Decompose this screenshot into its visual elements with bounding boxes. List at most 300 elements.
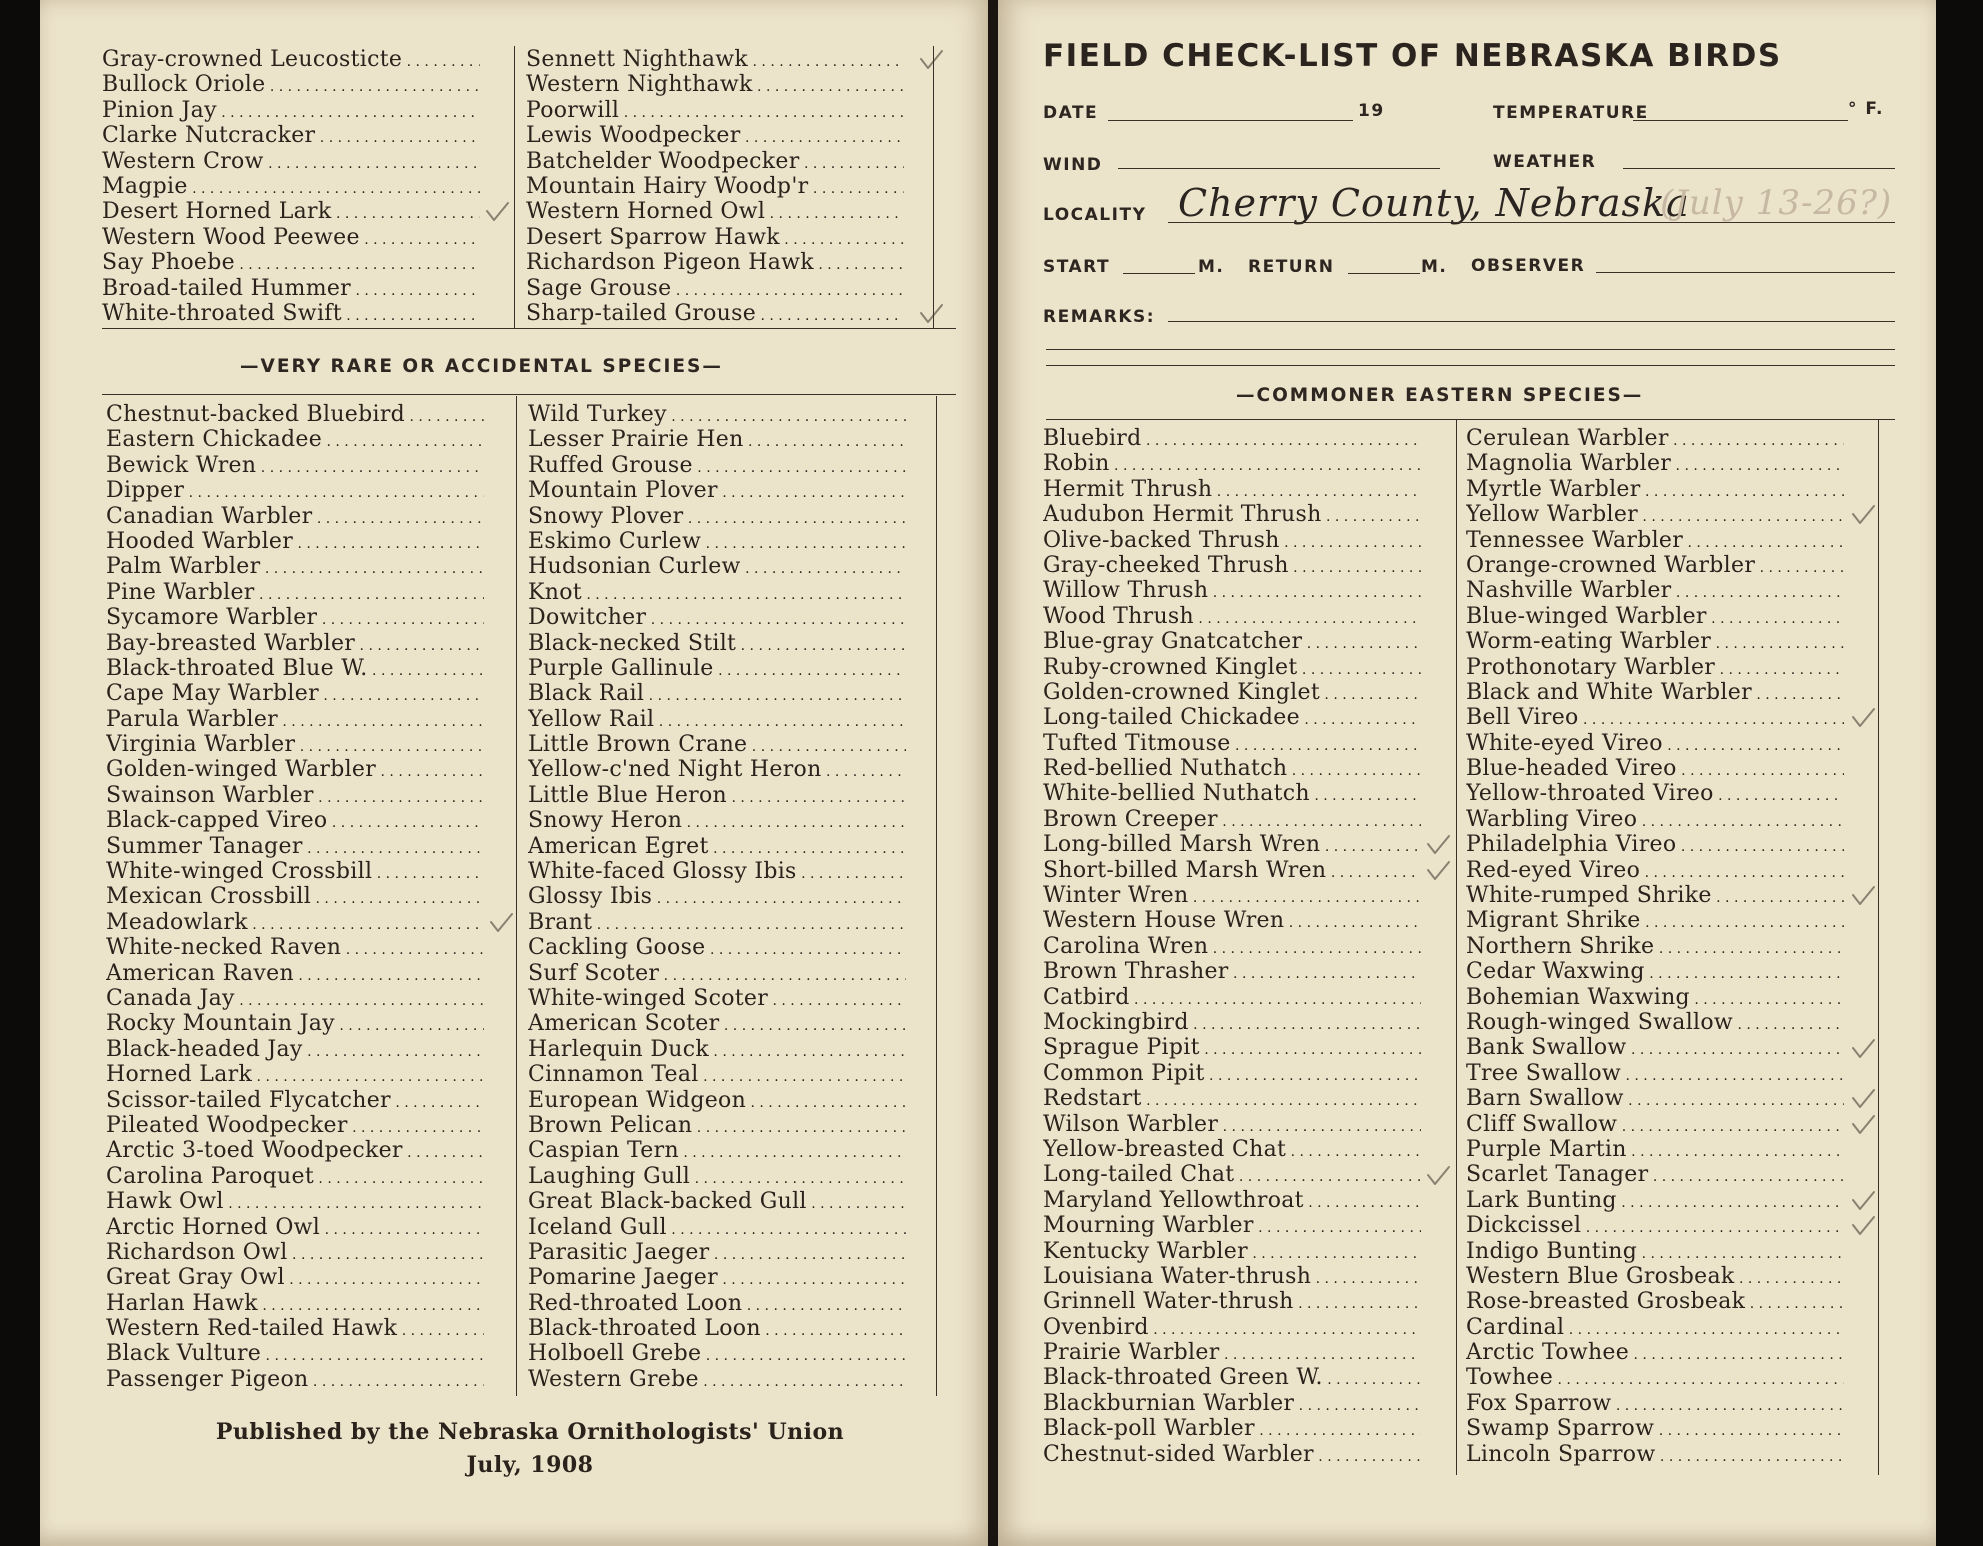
species-row: [1466, 1315, 1844, 1340]
species-name: Arctic Horned Owl . . .: [106, 1215, 484, 1240]
species-row: [106, 1291, 484, 1316]
species-name: Virginia Warbler . . .: [106, 732, 484, 757]
species-name: Lincoln Sparrow . . .: [1466, 1442, 1844, 1467]
species-row: [1466, 756, 1844, 781]
species-name: Catbird . . .: [1043, 985, 1421, 1010]
species-name: Tufted Titmouse . . .: [1043, 731, 1421, 756]
species-row: [106, 1189, 484, 1214]
species-row: [1466, 1061, 1844, 1086]
species-name: Fox Sparrow . . .: [1466, 1391, 1844, 1416]
species-row: [528, 478, 906, 503]
species-name: Carolina Wren . . .: [1043, 934, 1421, 959]
species-name: European Widgeon . . .: [528, 1088, 906, 1113]
species-row: [102, 149, 480, 174]
species-row: [1466, 1239, 1844, 1264]
top-divider-1: [514, 46, 515, 328]
species-row: [1043, 1391, 1421, 1416]
species-name: Migrant Shrike . . .: [1466, 908, 1844, 933]
species-name: Worm-eating Warbler . . .: [1466, 629, 1844, 654]
species-name: Golden-crowned Kinglet . . .: [1043, 680, 1421, 705]
species-row: [528, 1011, 906, 1036]
species-row: [1043, 426, 1421, 451]
species-name: Philadelphia Vireo . . .: [1466, 832, 1844, 857]
species-name: Black-throated Loon . . .: [528, 1316, 906, 1341]
species-name: Northern Shrike . . .: [1466, 934, 1844, 959]
species-name: Canada Jay . . .: [106, 986, 484, 1011]
species-row: [1043, 629, 1421, 654]
species-row: [528, 1113, 906, 1138]
species-name: Chestnut-backed Bluebird . . .: [106, 402, 484, 427]
species-name: Dickcissel . . .: [1466, 1213, 1844, 1238]
species-name: Black-throated Blue W. . . .: [106, 656, 484, 681]
species-row: [106, 580, 484, 605]
species-name: Richardson Pigeon Hawk . . .: [526, 250, 904, 275]
species-row: [1466, 629, 1844, 654]
remarks-field-2[interactable]: [1046, 349, 1895, 350]
species-name: Bluebird . . .: [1043, 426, 1421, 451]
species-row: [106, 1062, 484, 1087]
species-name: Arctic Towhee . . .: [1466, 1340, 1844, 1365]
species-row: [1466, 908, 1844, 933]
species-name: Harlan Hawk . . .: [106, 1291, 484, 1316]
pencil-check-mark-icon: [1850, 885, 1876, 907]
species-name: Indigo Bunting . . .: [1466, 1239, 1844, 1264]
species-row: [1043, 655, 1421, 680]
species-name: Western Nighthawk . . .: [526, 72, 904, 97]
species-row: [106, 1265, 484, 1290]
species-name: Western Blue Grosbeak . . .: [1466, 1264, 1844, 1289]
species-name: Cape May Warbler . . .: [106, 681, 484, 706]
species-row: [1466, 1264, 1844, 1289]
species-row: [526, 98, 904, 123]
observer-field[interactable]: [1596, 272, 1895, 273]
species-row: [1466, 883, 1844, 908]
return-m-label: M.: [1421, 257, 1448, 277]
species-row: [528, 808, 906, 833]
temperature-field[interactable]: [1633, 120, 1848, 121]
species-row: [1466, 1112, 1844, 1137]
species-name: Dowitcher . . .: [528, 605, 906, 630]
species-row: [1466, 1365, 1844, 1390]
species-name: Mountain Plover . . .: [528, 478, 906, 503]
species-name: Iceland Gull . . .: [528, 1215, 906, 1240]
species-row: [528, 402, 906, 427]
species-row: [106, 631, 484, 656]
species-name: White-winged Scoter . . .: [528, 986, 906, 1011]
species-row: [526, 276, 904, 301]
species-name: Bohemian Waxwing . . .: [1466, 985, 1844, 1010]
remarks-field-3[interactable]: [1046, 365, 1895, 366]
species-name: Willow Thrush . . .: [1043, 578, 1421, 603]
species-row: [1043, 1112, 1421, 1137]
species-row: [1466, 1416, 1844, 1441]
species-row: [1466, 959, 1844, 984]
species-name: Hooded Warbler . . .: [106, 529, 484, 554]
species-row: [1466, 477, 1844, 502]
species-name: Western Crow . . .: [102, 149, 480, 174]
species-row: [1466, 502, 1844, 527]
species-name: Ovenbird . . .: [1043, 1315, 1421, 1340]
species-name: Sharp-tailed Grouse . . .: [526, 301, 904, 326]
species-name: Lark Bunting . . .: [1466, 1188, 1844, 1213]
species-row: [528, 1215, 906, 1240]
species-name: White-necked Raven . . .: [106, 935, 484, 960]
top-species-list-col-1: [102, 47, 480, 326]
species-name: Swainson Warbler . . .: [106, 783, 484, 808]
rare-species-list-col-2: [528, 402, 906, 1392]
species-row: [106, 402, 484, 427]
species-row: [1043, 1442, 1421, 1467]
species-name: Snowy Heron . . .: [528, 808, 906, 833]
species-row: [1466, 1289, 1844, 1314]
species-row: [1043, 451, 1421, 476]
species-row: [528, 834, 906, 859]
species-row: [1043, 1162, 1421, 1187]
species-row: [1466, 781, 1844, 806]
species-name: Batchelder Woodpecker . . .: [526, 149, 904, 174]
species-name: Snowy Plover . . .: [528, 504, 906, 529]
species-row: [1466, 528, 1844, 553]
species-name: Cliff Swallow . . .: [1466, 1112, 1844, 1137]
species-row: [528, 1088, 906, 1113]
species-row: [1466, 934, 1844, 959]
pencil-check-mark-icon: [488, 912, 514, 934]
species-row: [528, 961, 906, 986]
species-name: Western Wood Peewee . . .: [102, 225, 480, 250]
eastern-divider-2: [1878, 420, 1879, 1475]
species-row: [1043, 756, 1421, 781]
species-row: [102, 123, 480, 148]
species-row: [528, 1341, 906, 1366]
species-name: Mourning Warbler . . .: [1043, 1213, 1421, 1238]
species-row: [106, 478, 484, 503]
species-row: [528, 580, 906, 605]
species-name: Gray-crowned Leucosticte . . .: [102, 47, 480, 72]
species-row: [1466, 1442, 1844, 1467]
species-name: White-bellied Nuthatch . . .: [1043, 781, 1421, 806]
species-name: Broad-tailed Hummer . . .: [102, 276, 480, 301]
species-name: Great Gray Owl . . .: [106, 1265, 484, 1290]
species-row: [1466, 1162, 1844, 1187]
species-row: [1043, 908, 1421, 933]
species-name: Magnolia Warbler . . .: [1466, 451, 1844, 476]
species-name: Black-throated Green W. . . .: [1043, 1365, 1421, 1390]
pencil-check-mark-icon: [918, 49, 944, 71]
temperature-label: TEMPERATURE: [1493, 103, 1649, 123]
species-name: Cerulean Warbler . . .: [1466, 426, 1844, 451]
species-row: [1043, 1416, 1421, 1441]
weather-field[interactable]: [1623, 168, 1895, 169]
species-name: Yellow-throated Vireo . . .: [1466, 781, 1844, 806]
top-species-list-col-2: [526, 47, 904, 326]
species-row: [528, 554, 906, 579]
species-row: [106, 427, 484, 452]
eastern-species-list-col-1: [1043, 426, 1421, 1467]
species-name: White-eyed Vireo . . .: [1466, 731, 1844, 756]
species-name: Ruby-crowned Kinglet . . .: [1043, 655, 1421, 680]
species-row: [1466, 604, 1844, 629]
species-name: American Scoter . . .: [528, 1011, 906, 1036]
species-row: [526, 149, 904, 174]
species-name: Sprague Pipit . . .: [1043, 1035, 1421, 1060]
species-row: [528, 884, 906, 909]
species-name: Eastern Chickadee . . .: [106, 427, 484, 452]
species-name: Magpie . . .: [102, 174, 480, 199]
species-row: [528, 453, 906, 478]
species-name: Purple Martin . . .: [1466, 1137, 1844, 1162]
species-row: [1466, 705, 1844, 730]
species-name: Scarlet Tanager . . .: [1466, 1162, 1844, 1187]
species-name: Common Pipit . . .: [1043, 1061, 1421, 1086]
species-row: [528, 757, 906, 782]
species-row: [1466, 858, 1844, 883]
species-name: Summer Tanager . . .: [106, 834, 484, 859]
species-name: Hudsonian Curlew . . .: [528, 554, 906, 579]
species-name: Hermit Thrush . . .: [1043, 477, 1421, 502]
species-row: [1043, 578, 1421, 603]
top-bottom-rule: [102, 328, 956, 329]
publication-date: July, 1908: [466, 1452, 594, 1478]
species-name: Eskimo Curlew . . .: [528, 529, 906, 554]
rare-species-list-col-1: [106, 402, 484, 1392]
checklist-title: FIELD CHECK-LIST OF NEBRASKA BIRDS: [1043, 38, 1782, 74]
species-row: [1466, 731, 1844, 756]
species-row: [1466, 1086, 1844, 1111]
species-row: [106, 910, 484, 935]
species-row: [106, 529, 484, 554]
species-row: [1466, 1391, 1844, 1416]
species-row: [1043, 781, 1421, 806]
species-name: Long-tailed Chat . . .: [1043, 1162, 1421, 1187]
species-name: Desert Horned Lark . . .: [102, 199, 480, 224]
start-m-label: M.: [1198, 257, 1225, 277]
eastern-species-list-col-2: [1466, 426, 1844, 1467]
species-row: [1043, 528, 1421, 553]
species-row: [528, 986, 906, 1011]
species-name: Grinnell Water-thrush . . .: [1043, 1289, 1421, 1314]
species-row: [1043, 553, 1421, 578]
species-name: Hawk Owl . . .: [106, 1189, 484, 1214]
species-name: Mountain Hairy Woodp'r . . .: [526, 174, 904, 199]
degrees-label: ° F.: [1848, 99, 1884, 119]
species-row: [106, 1138, 484, 1163]
species-name: Barn Swallow . . .: [1466, 1086, 1844, 1111]
species-name: Blue-headed Vireo . . .: [1466, 756, 1844, 781]
return-field[interactable]: [1348, 273, 1420, 274]
species-row: [1043, 985, 1421, 1010]
species-row: [1043, 1289, 1421, 1314]
species-row: [1043, 807, 1421, 832]
species-row: [106, 1341, 484, 1366]
species-name: Red-bellied Nuthatch . . .: [1043, 756, 1421, 781]
species-name: Sage Grouse . . .: [526, 276, 904, 301]
species-name: Say Phoebe . . .: [102, 250, 480, 275]
species-row: [528, 859, 906, 884]
rare-species-heading: —VERY RARE OR ACCIDENTAL SPECIES—: [240, 356, 723, 377]
year-prefix: 19: [1358, 101, 1385, 121]
species-row: [106, 504, 484, 529]
observer-label: OBSERVER: [1471, 256, 1586, 276]
species-name: Brown Thrasher . . .: [1043, 959, 1421, 984]
species-row: [1043, 604, 1421, 629]
species-name: Blue-gray Gnatcatcher . . .: [1043, 629, 1421, 654]
species-row: [1043, 1061, 1421, 1086]
species-row: [526, 301, 904, 326]
pencil-check-mark-icon: [1850, 1088, 1876, 1110]
species-row: [106, 681, 484, 706]
species-row: [526, 250, 904, 275]
species-row: [1466, 451, 1844, 476]
species-row: [526, 225, 904, 250]
pencil-check-mark-icon: [1850, 1215, 1876, 1237]
species-name: Black-capped Vireo . . .: [106, 808, 484, 833]
species-name: Blue-winged Warbler . . .: [1466, 604, 1844, 629]
pencil-check-mark-icon: [1850, 504, 1876, 526]
species-row: [1466, 1188, 1844, 1213]
species-name: Red-throated Loon . . .: [528, 1291, 906, 1316]
species-name: Holboell Grebe . . .: [528, 1341, 906, 1366]
top-divider-2: [933, 46, 934, 328]
species-row: [1466, 655, 1844, 680]
species-row: [106, 605, 484, 630]
species-name: Parasitic Jaeger . . .: [528, 1240, 906, 1265]
wind-field[interactable]: [1118, 168, 1440, 169]
species-name: Rocky Mountain Jay . . .: [106, 1011, 484, 1036]
species-name: Cedar Waxwing . . .: [1466, 959, 1844, 984]
publisher-line: Published by the Nebraska Ornithologists' Union: [215, 1419, 845, 1445]
species-row: [526, 123, 904, 148]
species-name: Yellow Rail . . .: [528, 707, 906, 732]
species-name: Brown Pelican . . .: [528, 1113, 906, 1138]
species-name: Wilson Warbler . . .: [1043, 1112, 1421, 1137]
species-row: [526, 174, 904, 199]
species-name: Wild Turkey . . .: [528, 402, 906, 427]
species-row: [1043, 1010, 1421, 1035]
species-row: [106, 884, 484, 909]
species-row: [528, 1367, 906, 1392]
species-row: [106, 1215, 484, 1240]
species-name: Horned Lark . . .: [106, 1062, 484, 1087]
species-name: Western Grebe . . .: [528, 1367, 906, 1392]
species-name: Winter Wren . . .: [1043, 883, 1421, 908]
species-row: [1043, 1315, 1421, 1340]
species-name: Short-billed Marsh Wren . . .: [1043, 858, 1421, 883]
species-row: [1043, 1035, 1421, 1060]
species-name: Clarke Nutcracker . . .: [102, 123, 480, 148]
species-row: [1466, 985, 1844, 1010]
species-name: Louisiana Water-thrush . . .: [1043, 1264, 1421, 1289]
species-name: Pomarine Jaeger . . .: [528, 1265, 906, 1290]
species-row: [102, 301, 480, 326]
species-row: [1466, 578, 1844, 603]
species-name: Gray-cheeked Thrush . . .: [1043, 553, 1421, 578]
pencil-check-mark-icon: [1850, 1114, 1876, 1136]
species-row: [528, 1291, 906, 1316]
eastern-divider-1: [1456, 420, 1457, 1475]
species-name: Maryland Yellowthroat . . .: [1043, 1188, 1421, 1213]
species-row: [106, 707, 484, 732]
return-label: RETURN: [1248, 257, 1335, 277]
species-row: [106, 935, 484, 960]
date-field[interactable]: [1108, 120, 1353, 121]
species-name: Yellow-breasted Chat . . .: [1043, 1137, 1421, 1162]
species-name: Ruffed Grouse . . .: [528, 453, 906, 478]
species-row: [1043, 502, 1421, 527]
species-row: [106, 757, 484, 782]
species-row: [1043, 1188, 1421, 1213]
species-name: Western Horned Owl . . .: [526, 199, 904, 224]
species-name: Blackburnian Warbler . . .: [1043, 1391, 1421, 1416]
species-row: [1043, 883, 1421, 908]
species-name: Myrtle Warbler . . .: [1466, 477, 1844, 502]
pencil-check-mark-icon: [1850, 707, 1876, 729]
species-name: Prothonotary Warbler . . .: [1466, 655, 1844, 680]
species-row: [1043, 1239, 1421, 1264]
species-row: [528, 427, 906, 452]
species-row: [528, 707, 906, 732]
species-name: Palm Warbler . . .: [106, 554, 484, 579]
species-row: [102, 72, 480, 97]
species-name: Surf Scoter . . .: [528, 961, 906, 986]
start-label: START: [1043, 257, 1111, 277]
species-row: [106, 1113, 484, 1138]
species-name: Sennett Nighthawk . . .: [526, 47, 904, 72]
species-row: [528, 681, 906, 706]
locality-field[interactable]: [1168, 222, 1895, 223]
start-field[interactable]: [1123, 273, 1195, 274]
species-row: [1043, 680, 1421, 705]
pencil-check-mark-icon: [1850, 1190, 1876, 1212]
species-name: Western House Wren . . .: [1043, 908, 1421, 933]
species-name: White-throated Swift . . .: [102, 301, 480, 326]
species-name: Pileated Woodpecker . . .: [106, 1113, 484, 1138]
species-name: Rough-winged Swallow . . .: [1466, 1010, 1844, 1035]
species-row: [528, 1138, 906, 1163]
species-row: [1043, 477, 1421, 502]
remarks-field-1[interactable]: [1168, 321, 1895, 322]
species-name: Brant . . .: [528, 910, 906, 935]
species-row: [528, 1265, 906, 1290]
species-row: [528, 935, 906, 960]
species-row: [106, 1164, 484, 1189]
species-row: [1466, 426, 1844, 451]
species-name: White-winged Crossbill . . .: [106, 859, 484, 884]
species-name: Desert Sparrow Hawk . . .: [526, 225, 904, 250]
species-name: Yellow Warbler . . .: [1466, 502, 1844, 527]
species-name: Chestnut-sided Warbler . . .: [1043, 1442, 1421, 1467]
species-row: [1043, 959, 1421, 984]
weather-label: WEATHER: [1493, 152, 1597, 172]
species-row: [106, 1367, 484, 1392]
species-row: [106, 961, 484, 986]
species-row: [1043, 1086, 1421, 1111]
species-name: Warbling Vireo . . .: [1466, 807, 1844, 832]
species-row: [528, 529, 906, 554]
species-row: [528, 504, 906, 529]
species-name: Robin . . .: [1043, 451, 1421, 476]
species-name: Black-necked Stilt . . .: [528, 631, 906, 656]
species-name: Black-headed Jay . . .: [106, 1037, 484, 1062]
species-row: [528, 1037, 906, 1062]
species-name: Scissor-tailed Flycatcher . . .: [106, 1088, 484, 1113]
species-row: [1466, 1213, 1844, 1238]
species-name: Audubon Hermit Thrush . . .: [1043, 502, 1421, 527]
species-name: Prairie Warbler . . .: [1043, 1340, 1421, 1365]
species-name: Poorwill . . .: [526, 98, 904, 123]
species-name: Towhee . . .: [1466, 1365, 1844, 1390]
species-name: Little Brown Crane . . .: [528, 732, 906, 757]
species-name: Nashville Warbler . . .: [1466, 578, 1844, 603]
